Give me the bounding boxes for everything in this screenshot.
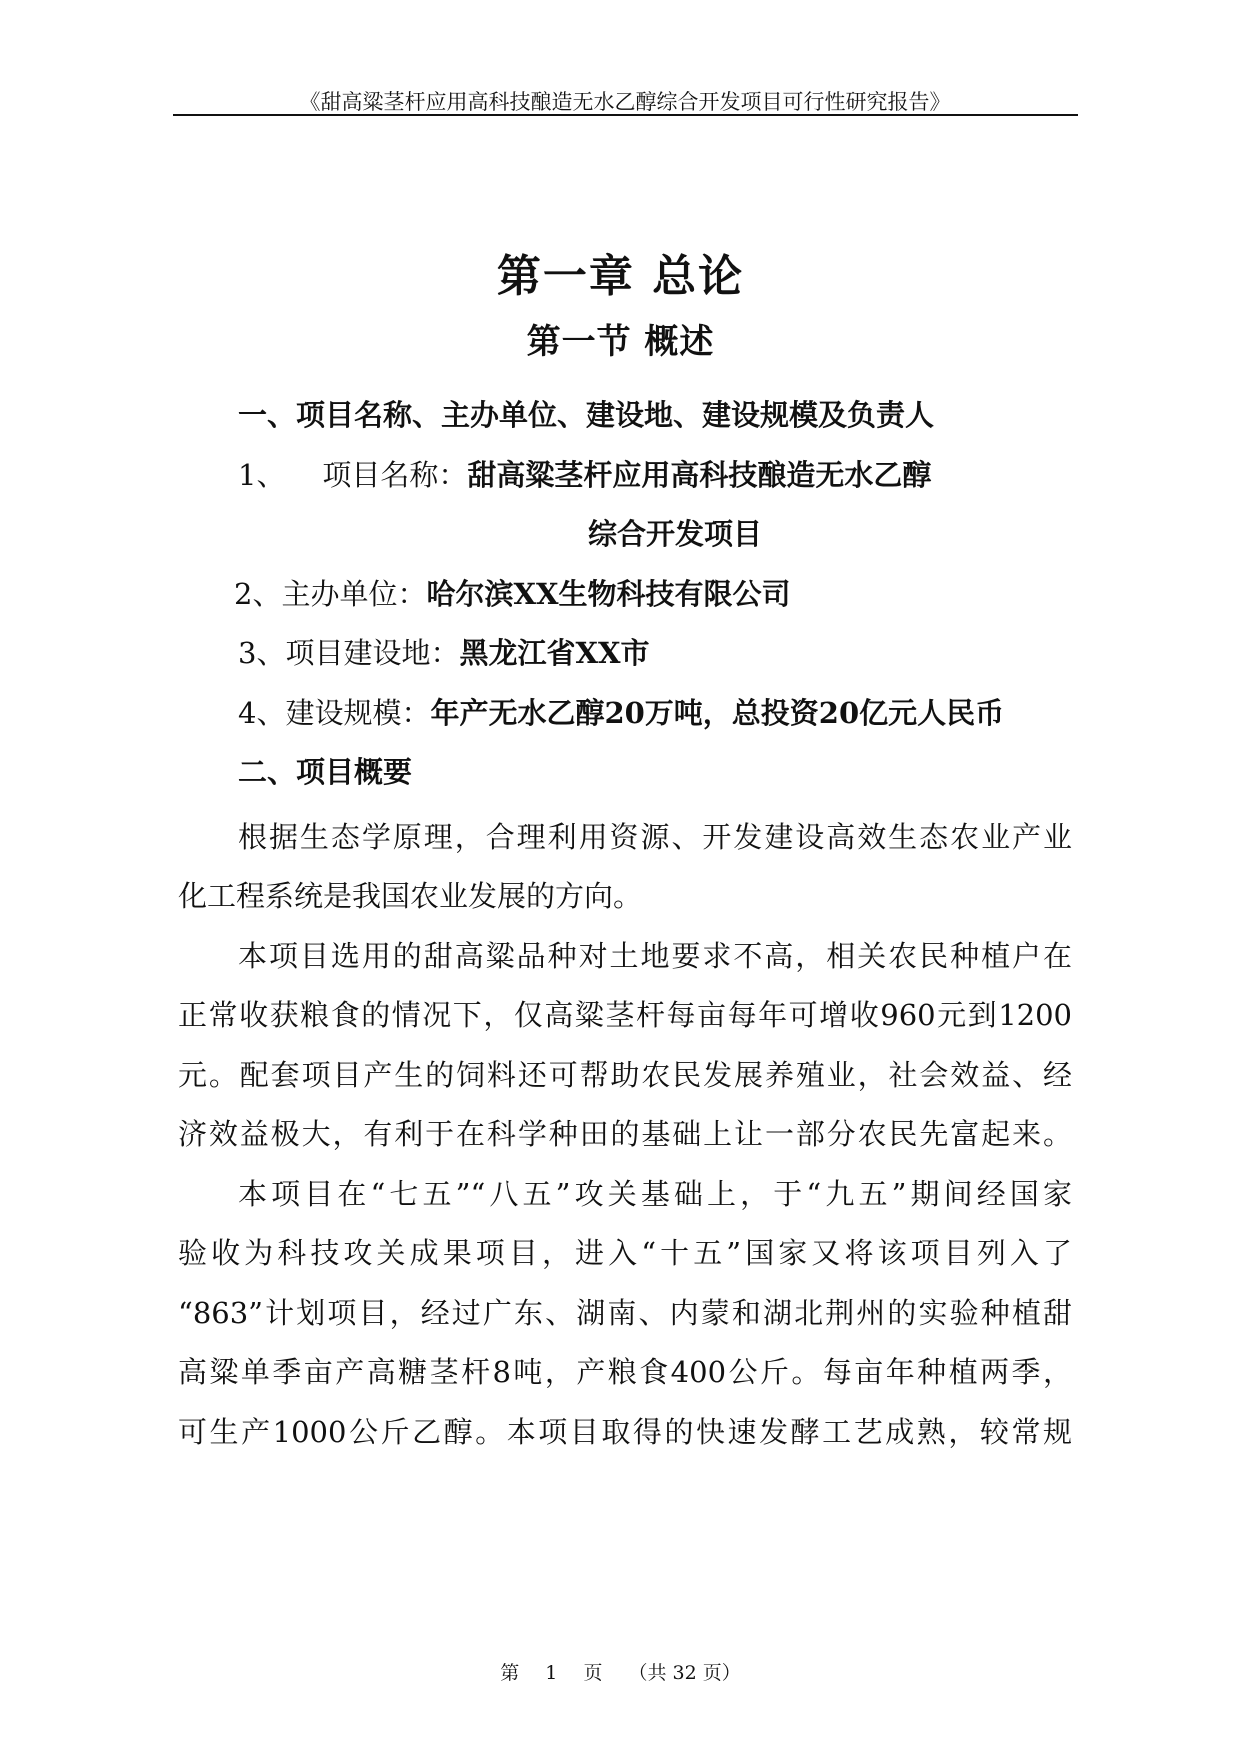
item-host-unit bbox=[234, 577, 790, 612]
total-pages: （共 32 页） bbox=[628, 1662, 741, 1684]
paragraph-line: “863”计划项目，经过广东、湖南、内蒙和湖北荆州的实验种植甜 bbox=[178, 1296, 1072, 1330]
paragraph-line: 高粱单季亩产高糖茎杆8吨，产粮食400公斤。每亩年种植两季， bbox=[178, 1355, 1072, 1389]
paragraph-line: 本项目在“七五”“八五”攻关基础上，于“九五”期间经国家 bbox=[238, 1177, 1072, 1211]
item-label: 1、 项目名称： bbox=[238, 458, 468, 492]
header-divider bbox=[173, 114, 1078, 116]
item-label: 2、主办单位： bbox=[234, 577, 427, 611]
item-project-name-continued: 综合开发项目 bbox=[588, 517, 763, 551]
chapter-title: 第一章 总论 bbox=[496, 251, 745, 302]
item-label: 4、建设规模： bbox=[238, 696, 431, 730]
part2-heading: 二、项目概要 bbox=[238, 755, 413, 789]
paragraph-line: 元。配套项目产生的饲料还可帮助农民发展养殖业，社会效益、经 bbox=[178, 1058, 1072, 1092]
item-label: 3、项目建设地： bbox=[238, 636, 460, 670]
paragraph-line: 本项目选用的甜高粱品种对土地要求不高，相关农民种植户在 bbox=[238, 939, 1072, 973]
page-label: 第 bbox=[500, 1662, 520, 1684]
paragraph-line: 验收为科技攻关成果项目，进入“十五”国家又将该项目列入了 bbox=[178, 1236, 1072, 1270]
page-unit: 页 bbox=[583, 1662, 603, 1684]
item-scale bbox=[238, 696, 1004, 731]
item-value: 哈尔滨XX生物科技有限公司 bbox=[426, 577, 791, 611]
item-project-name bbox=[238, 458, 931, 493]
item-value: 黑龙江省XX市 bbox=[459, 636, 650, 670]
paragraph-line: 化工程系统是我国农业发展的方向。 bbox=[178, 879, 643, 913]
item-site bbox=[238, 636, 649, 671]
paragraph-line: 正常收获粮食的情况下，仅高粱茎杆每亩每年可增收960元到1200 bbox=[178, 998, 1072, 1032]
page-number: 1 bbox=[545, 1662, 558, 1684]
paragraph-line: 可生产1000公斤乙醇。本项目取得的快速发酵工艺成熟，较常规 bbox=[178, 1415, 1072, 1449]
section-title: 第一节 概述 bbox=[526, 322, 715, 362]
item-value: 年产无水乙醇20万吨，总投资20亿元人民币 bbox=[430, 696, 1005, 730]
part1-heading: 一、项目名称、主办单位、建设地、建设规模及负责人 bbox=[238, 398, 935, 432]
item-value: 甜高粱茎杆应用高科技酿造无水乙醇 bbox=[467, 458, 932, 492]
paragraph-line: 济效益极大，有利于在科学种田的基础上让一部分农民先富起来。 bbox=[178, 1117, 1072, 1151]
page-footer bbox=[0, 1658, 1241, 1685]
running-header: 《甜高粱茎杆应用高科技酿造无水乙醇综合开发项目可行性研究报告》 bbox=[299, 90, 951, 114]
paragraph-line: 根据生态学原理，合理利用资源、开发建设高效生态农业产业 bbox=[238, 820, 1072, 854]
